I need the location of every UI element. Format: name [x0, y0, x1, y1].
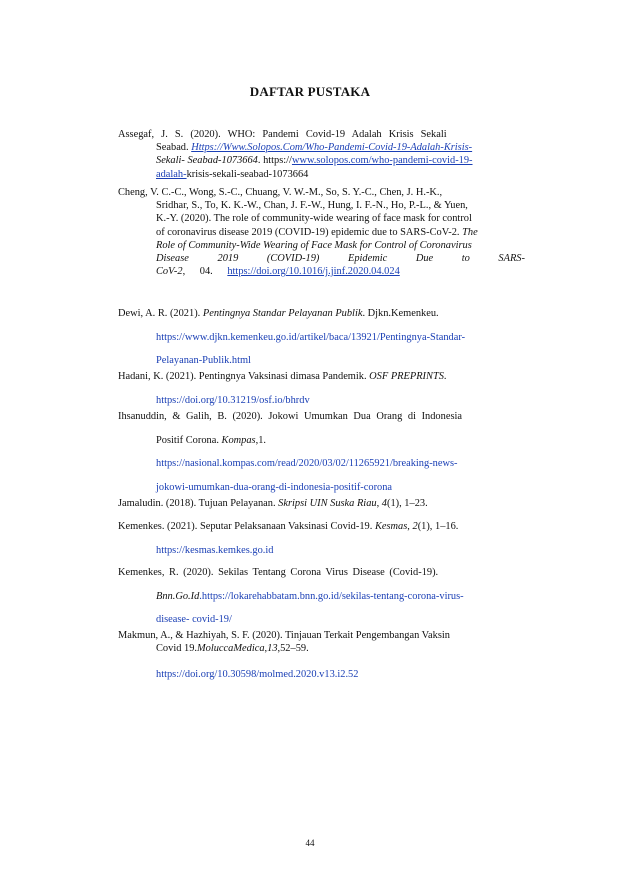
reference-text: (1), 1–23.	[387, 498, 428, 509]
reference-link[interactable]: adalah-	[156, 168, 187, 180]
reference-italic: Bnn.Go.Id	[156, 590, 200, 602]
reference-entry-assegaf	[118, 128, 536, 181]
reference-entry-jamaludin	[118, 492, 536, 516]
reference-text: Hadani, K. (2021). Pentingnya Vaksinasi dimasa Pandemik.	[118, 371, 370, 382]
reference-link[interactable]: jokowi-umumkan-dua-orang-di-indonesia-positif-corona	[156, 481, 393, 493]
reference-text: . https://	[257, 155, 292, 167]
reference-link[interactable]: https://doi.org/10.31219/osf.io/bhrdv	[156, 394, 310, 406]
reference-text: ,52–59.	[277, 643, 309, 655]
reference-line: Assegaf, J. S. (2020). WHO: Pandemi Covid-19 Adalah Krisis Sekali	[118, 129, 447, 140]
reference-text: ,1.	[255, 434, 266, 446]
reference-text: ,	[264, 643, 268, 655]
reference-italic: Role of Community-Wide Wearing of Face Mask for Control of Coronavirus	[156, 239, 472, 251]
reference-italic: Kompas	[221, 434, 256, 446]
reference-link[interactable]: Https://Www.Solopos.Com/Who-Pandemi-Covid-19-Adalah-Krisis-	[191, 142, 473, 154]
reference-entry-ihsanuddin	[118, 405, 536, 499]
reference-italic: Disease 2019 (COVID-19) Epidemic Due to SARS-	[156, 253, 525, 265]
reference-entry-cheng	[118, 186, 536, 278]
reference-link[interactable]: https://doi.org/10.30598/molmed.2020.v13.i2.52	[156, 669, 359, 680]
reference-text: (1), 1–16.	[417, 521, 459, 532]
reference-link[interactable]: www.solopos.com/who-pandemi-covid-19-	[291, 155, 473, 167]
reference-line: Kemenkes, R. (2020). Sekilas Tentang Corona Virus Disease (Covid-19).	[118, 567, 439, 578]
reference-text: krisis-sekali-seabad-1073664	[186, 168, 309, 180]
reference-text: Jamaludin. (2018). Tujuan Pelayanan.	[118, 498, 279, 509]
reference-line: Sridhar, S., To, K. K.-W., Chan, J. F.-W., Hung, I. F.-N., Ho, P.-L., & Yuen,	[156, 200, 468, 212]
reference-italic: 4	[381, 498, 387, 509]
reference-text: . Djkn.Kemenkeu.	[362, 308, 439, 319]
page-title: DAFTAR PUSTAKA	[249, 84, 371, 99]
reference-link[interactable]: disease- covid-19/	[156, 614, 232, 625]
reference-entry-kemenkes-2020	[118, 561, 536, 632]
reference-line: Cheng, V. C.-C., Wong, S.-C., Chuang, V. W.-M., So, S. Y.-C., Chen, J. H.-K.,	[118, 187, 443, 198]
reference-link[interactable]: https://kesmas.kemkes.go.id	[156, 544, 274, 556]
reference-link[interactable]: https://doi.org/10.1016/j.jinf.2020.04.024	[227, 266, 400, 278]
reference-text: ,	[376, 498, 382, 509]
reference-link[interactable]: Pelayanan-Publik.html	[156, 355, 251, 366]
page-number: 44	[305, 838, 315, 848]
reference-text: Dewi, A. R. (2021).	[118, 308, 203, 319]
reference-text: Kemenkes. (2021). Seputar Pelaksanaan Vaksinasi Covid-19.	[118, 521, 375, 532]
reference-text: , 04.	[182, 266, 228, 278]
reference-entry-kemenkes-2021	[118, 515, 536, 562]
reference-line: K.-Y. (2020). The role of community-wide wearing of face mask for control	[156, 213, 472, 225]
reference-text: of coronavirus disease 2019 (COVID-19) epidemic due to SARS-CoV-2.	[156, 226, 463, 238]
reference-italic: Skripsi UIN Suska Riau	[278, 498, 377, 509]
reference-italic: Pentingnya Standar Pelayanan Publik	[202, 308, 363, 319]
reference-text: Covid 19.	[156, 643, 197, 655]
reference-italic: Sekali- Seabad-1073664	[156, 155, 258, 167]
reference-italic: The	[462, 226, 478, 238]
reference-italic: OSF PREPRINTS	[369, 371, 444, 382]
reference-italic: CoV-2	[156, 266, 183, 278]
reference-entry-makmun	[118, 629, 536, 655]
reference-entry-makmun-link	[118, 668, 536, 681]
reference-italic: MoluccaMedica	[197, 643, 265, 655]
reference-link[interactable]: https://www.djkn.kemenkeu.go.id/artikel/baca/13921/Pentingnya-Standar-	[156, 331, 466, 343]
reference-italic: 13	[267, 643, 278, 655]
reference-italic: Kesmas	[374, 521, 408, 532]
reference-entry-dewi	[118, 302, 536, 373]
reference-text: Positif Corona.	[156, 434, 222, 446]
reference-link[interactable]: https://nasional.kompas.com/read/2020/03/02/11265921/breaking-news-	[156, 458, 458, 469]
reference-link[interactable]: .https://lokarehabbatam.bnn.go.id/sekilas-tentang-corona-virus-	[199, 590, 464, 602]
reference-line: Ihsanuddin, & Galih, B. (2020). Jokowi Umumkan Dua Orang di Indonesia	[118, 411, 462, 422]
reference-line: Makmun, A., & Hazhiyah, S. F. (2020). Tinjauan Terkait Pengembangan Vaksin	[118, 630, 450, 641]
reference-text: .	[443, 371, 447, 382]
reference-italic: 2	[412, 521, 418, 532]
reference-text: ,	[407, 521, 413, 532]
reference-text: Seabad.	[156, 142, 192, 154]
